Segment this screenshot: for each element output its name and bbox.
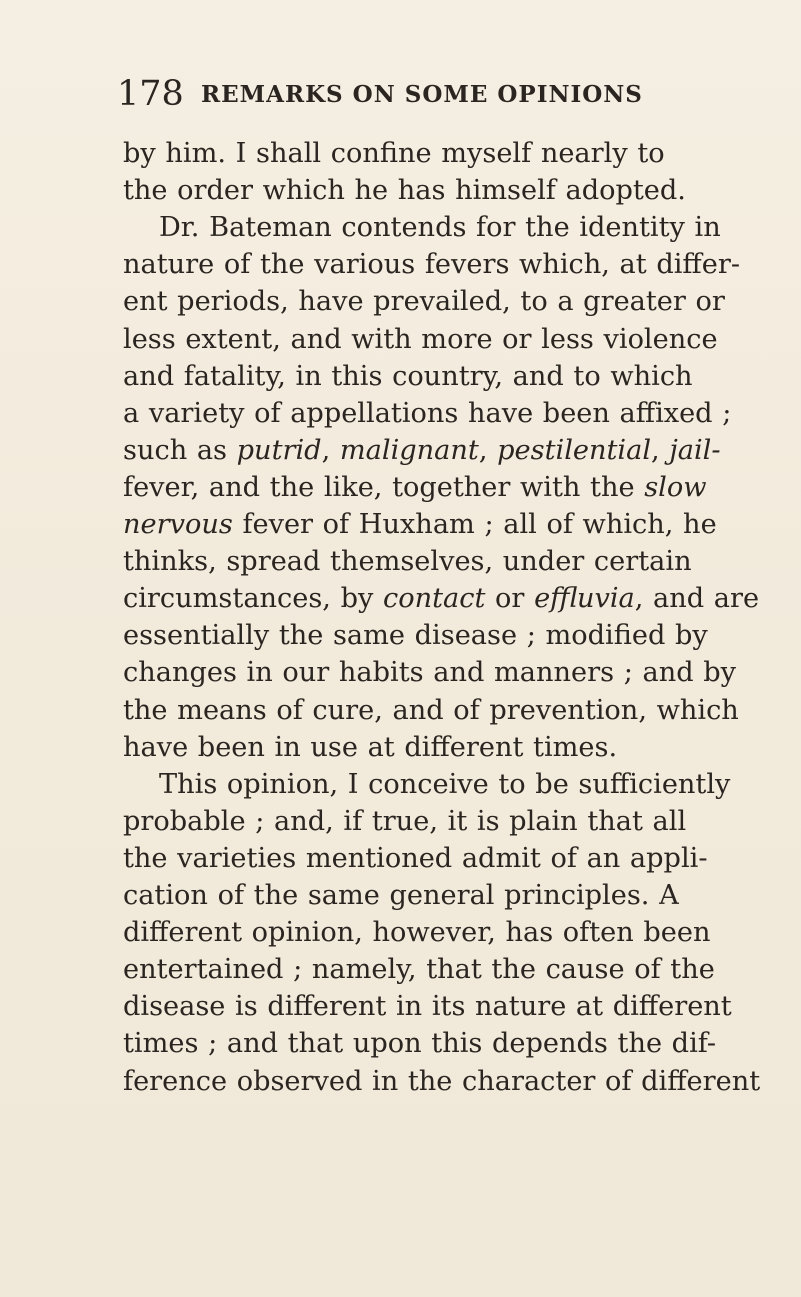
italic-term: contact [383,583,486,615]
text-segment: cation of the same general principles. A [123,880,679,911]
text-line [123,173,686,209]
text-line [123,655,736,691]
text-segment: , and are [634,583,760,615]
text-line [123,989,732,1025]
italic-term: malignant [339,434,479,466]
running-head [117,74,643,114]
text-line [123,507,717,543]
text-segment: less extent, and with more or less violence [123,323,718,355]
text-line [123,618,708,654]
text-line [123,841,708,877]
italic-term: jail- [669,434,721,466]
text-segment: circumstances, by [123,583,383,615]
text-segment: essentially the same disease ; modified by [123,620,708,652]
text-segment: ent periods, have prevailed, to a greater or [123,286,725,318]
text-line [123,433,721,469]
text-line [123,359,693,395]
text-line [123,693,739,729]
text-line [123,544,692,580]
text-segment: disease is different in its nature at different [123,991,732,1023]
text-segment: have been in use at different times. [123,731,618,763]
italic-term: effluvia [534,583,635,615]
text-line [123,915,711,951]
text-segment: probable ; and, if true, it is plain that all [123,805,687,837]
text-segment: such as [123,434,237,466]
text-segment: Dr. Bateman contends for the identity in [159,212,721,244]
running-title: REMARKS ON SOME OPINIONS [201,81,643,108]
text-segment: thinks, spread themselves, under certain [123,546,692,578]
text-line [123,730,617,766]
italic-term: nervous [123,509,233,540]
text-segment: entertained ; namely, that the cause of the [123,954,715,986]
text-segment: by him. I shall confine myself nearly to [123,138,665,169]
text-line [159,210,721,246]
text-segment: a variety of appellations have been affixed ; [123,397,732,429]
text-line [123,1064,760,1100]
text-segment: , [651,434,670,466]
italic-term: slow [644,471,707,503]
text-segment: different opinion, however, has often been [123,917,711,949]
text-line [123,878,679,914]
text-line [123,247,740,283]
text-segment: the varieties mentioned admit of an appli- [123,842,708,874]
text-line [123,470,707,506]
text-segment: or [485,583,535,615]
italic-term: pestilential [497,434,652,466]
text-line [123,396,731,432]
text-line [123,284,725,320]
text-segment: nature of the various fevers which, at differ- [123,249,741,281]
text-segment: the order which he has himself adopted. [123,175,686,207]
text-segment: and fatality, in this country, and to which [123,360,693,392]
text-segment: fever of Huxham ; all of which, he [232,509,717,540]
text-segment: the means of cure, and of prevention, which [123,694,739,726]
text-line [159,767,730,803]
italic-term: putrid [236,434,322,466]
text-line [123,581,759,617]
text-segment: changes in our habits and manners ; and by [123,657,737,689]
page-number: 178 [117,74,184,114]
text-segment: times ; and that upon this depends the dif- [123,1028,717,1060]
text-segment: , [321,434,340,466]
text-segment: fever, and the like, together with the [123,471,645,503]
text-line [123,952,715,988]
text-line [123,1026,716,1062]
text-segment: , [478,434,498,466]
text-line [123,804,686,840]
text-line [123,136,665,172]
text-line [123,322,718,358]
text-segment: ference observed in the character of different [123,1065,761,1097]
text-segment: This opinion, I conceive to be sufficiently [159,768,731,800]
